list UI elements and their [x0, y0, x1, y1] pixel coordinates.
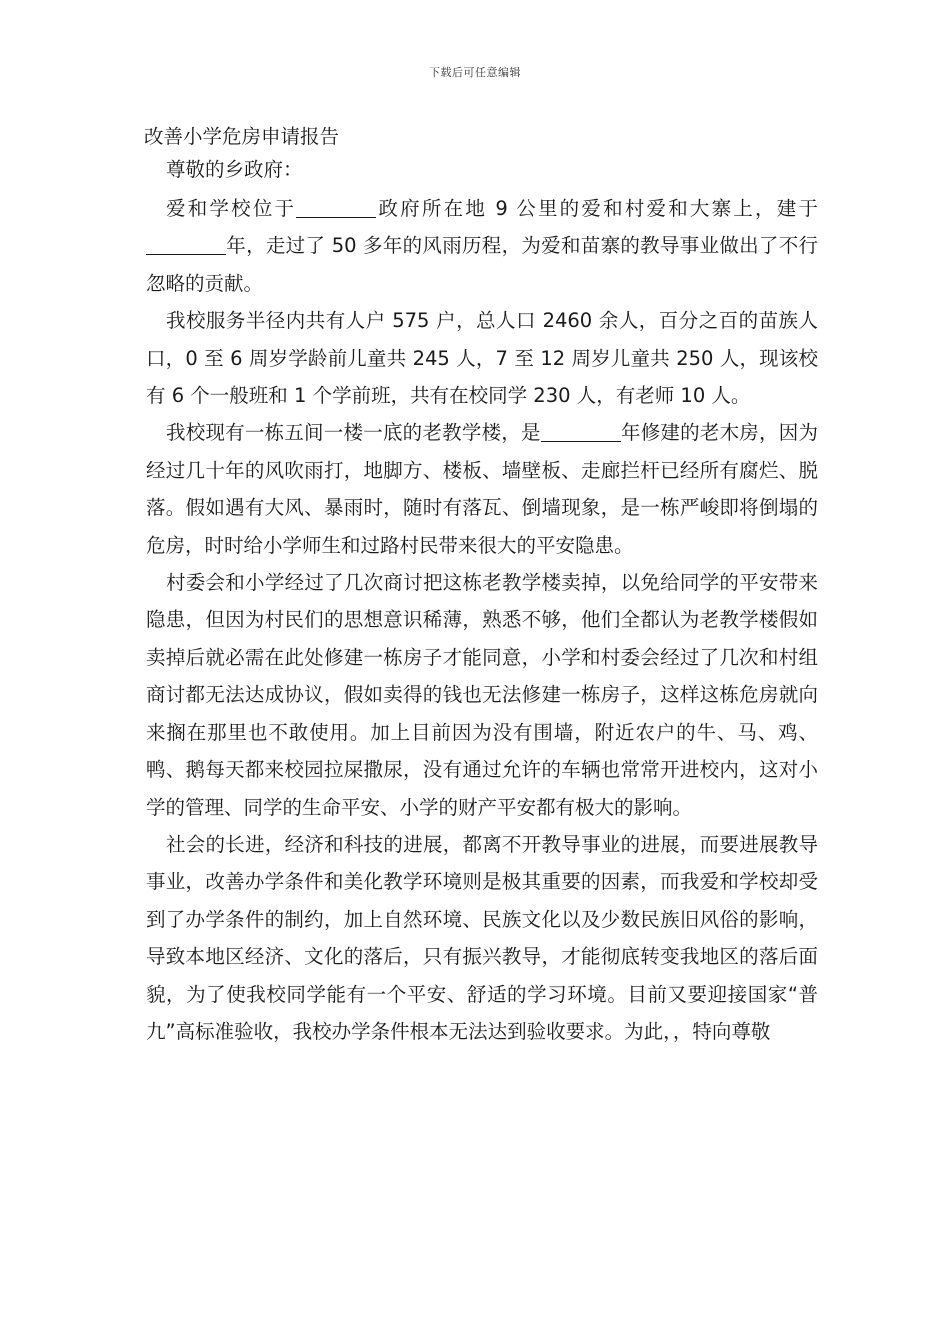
fill-in-blank — [541, 422, 621, 443]
paragraph-text: 爱和学校位于 — [166, 197, 297, 220]
document-body — [146, 120, 818, 1050]
paragraph-building-condition — [146, 414, 818, 564]
paragraph-text: 年，走过了 50 多年的风雨历程，为爱和苗寨的教导事业做出了不行忽略的贡献。 — [146, 234, 818, 295]
fill-in-blank — [146, 235, 226, 256]
paragraph-text: 政府所在地 9 公里的爱和村爱和大寨上，建于 — [376, 197, 818, 220]
paragraph-village-negotiation: 村委会和小学经过了几次商讨把这栋老教学楼卖掉，以免给同学的平安带来隐患，但因为村民们的思想意识稀薄，熟悉不够，他们全都认为老教学楼假如卖掉后就必需在此处修建一栋房子才能同意，小学和村委会经过了几次和村组商讨都无法达成协议，假如卖得的钱也无法修建一栋房子，这样这栋危房就向来搁在那里也不敢使用。加上目前因为没有围墙，附近农户的牛、马、鸡、鸭、鹅每天都来校园拉屎撒尿，没有通过允许的车辆也常常开进校内，这对小学的管理、同学的生命平安、小学的财产平安都有极大的影响。 — [146, 571, 818, 819]
paragraph-school-location — [146, 190, 818, 302]
fill-in-blank — [296, 198, 376, 219]
document-title: 改善小学危房申请报告 — [144, 125, 340, 148]
paragraph-text: 年修建的老木房，因为经过几十年的风吹雨打，地脚方、楼板、墙壁板、走廊拦杆已经所有腐烂、脱落。假如遇有大风、暴雨时，随时有落瓦、倒墙现象，是一栋严峻即将倒塌的危房，时时给小学师生和过路村民带来很大的平安隐患。 — [146, 421, 818, 557]
paragraph-education-development: 社会的长进，经济和科技的进展，都离不开教导事业的进展，而要进展教导事业，改善办学条件和美化教学环境则是极其重要的因素，而我爱和学校却受到了办学条件的制约，加上自然环境、民族文化以及少数民族旧风俗的影响，导致本地区经济、文化的落后，只有振兴教导，才能彻底转变我地区的落后面貌，为了使我校同学能有一个平安、舒适的学习环境。目前又要迎接国家“普九”高标准验收，我校办学条件根本无法达到验收要求。为此，，特向尊敬 — [146, 832, 818, 1043]
paragraph-population: 我校服务半径内共有人户 575 户，总人口 2460 余人，百分之百的苗族人口，0 至 6 周岁学龄前儿童共 245 人，7 至 12 周岁儿童共 250 人，现该校有 6 个一般班和 1 个学前班，共有在校同学 230 人，有老师 10 人。 — [146, 309, 818, 408]
page-header-note: 下载后可任意编辑 — [429, 66, 521, 79]
salutation: 尊敬的乡政府： — [166, 158, 303, 181]
paragraph-text: 我校现有一栋五间一楼一底的老教学楼，是 — [166, 421, 541, 445]
